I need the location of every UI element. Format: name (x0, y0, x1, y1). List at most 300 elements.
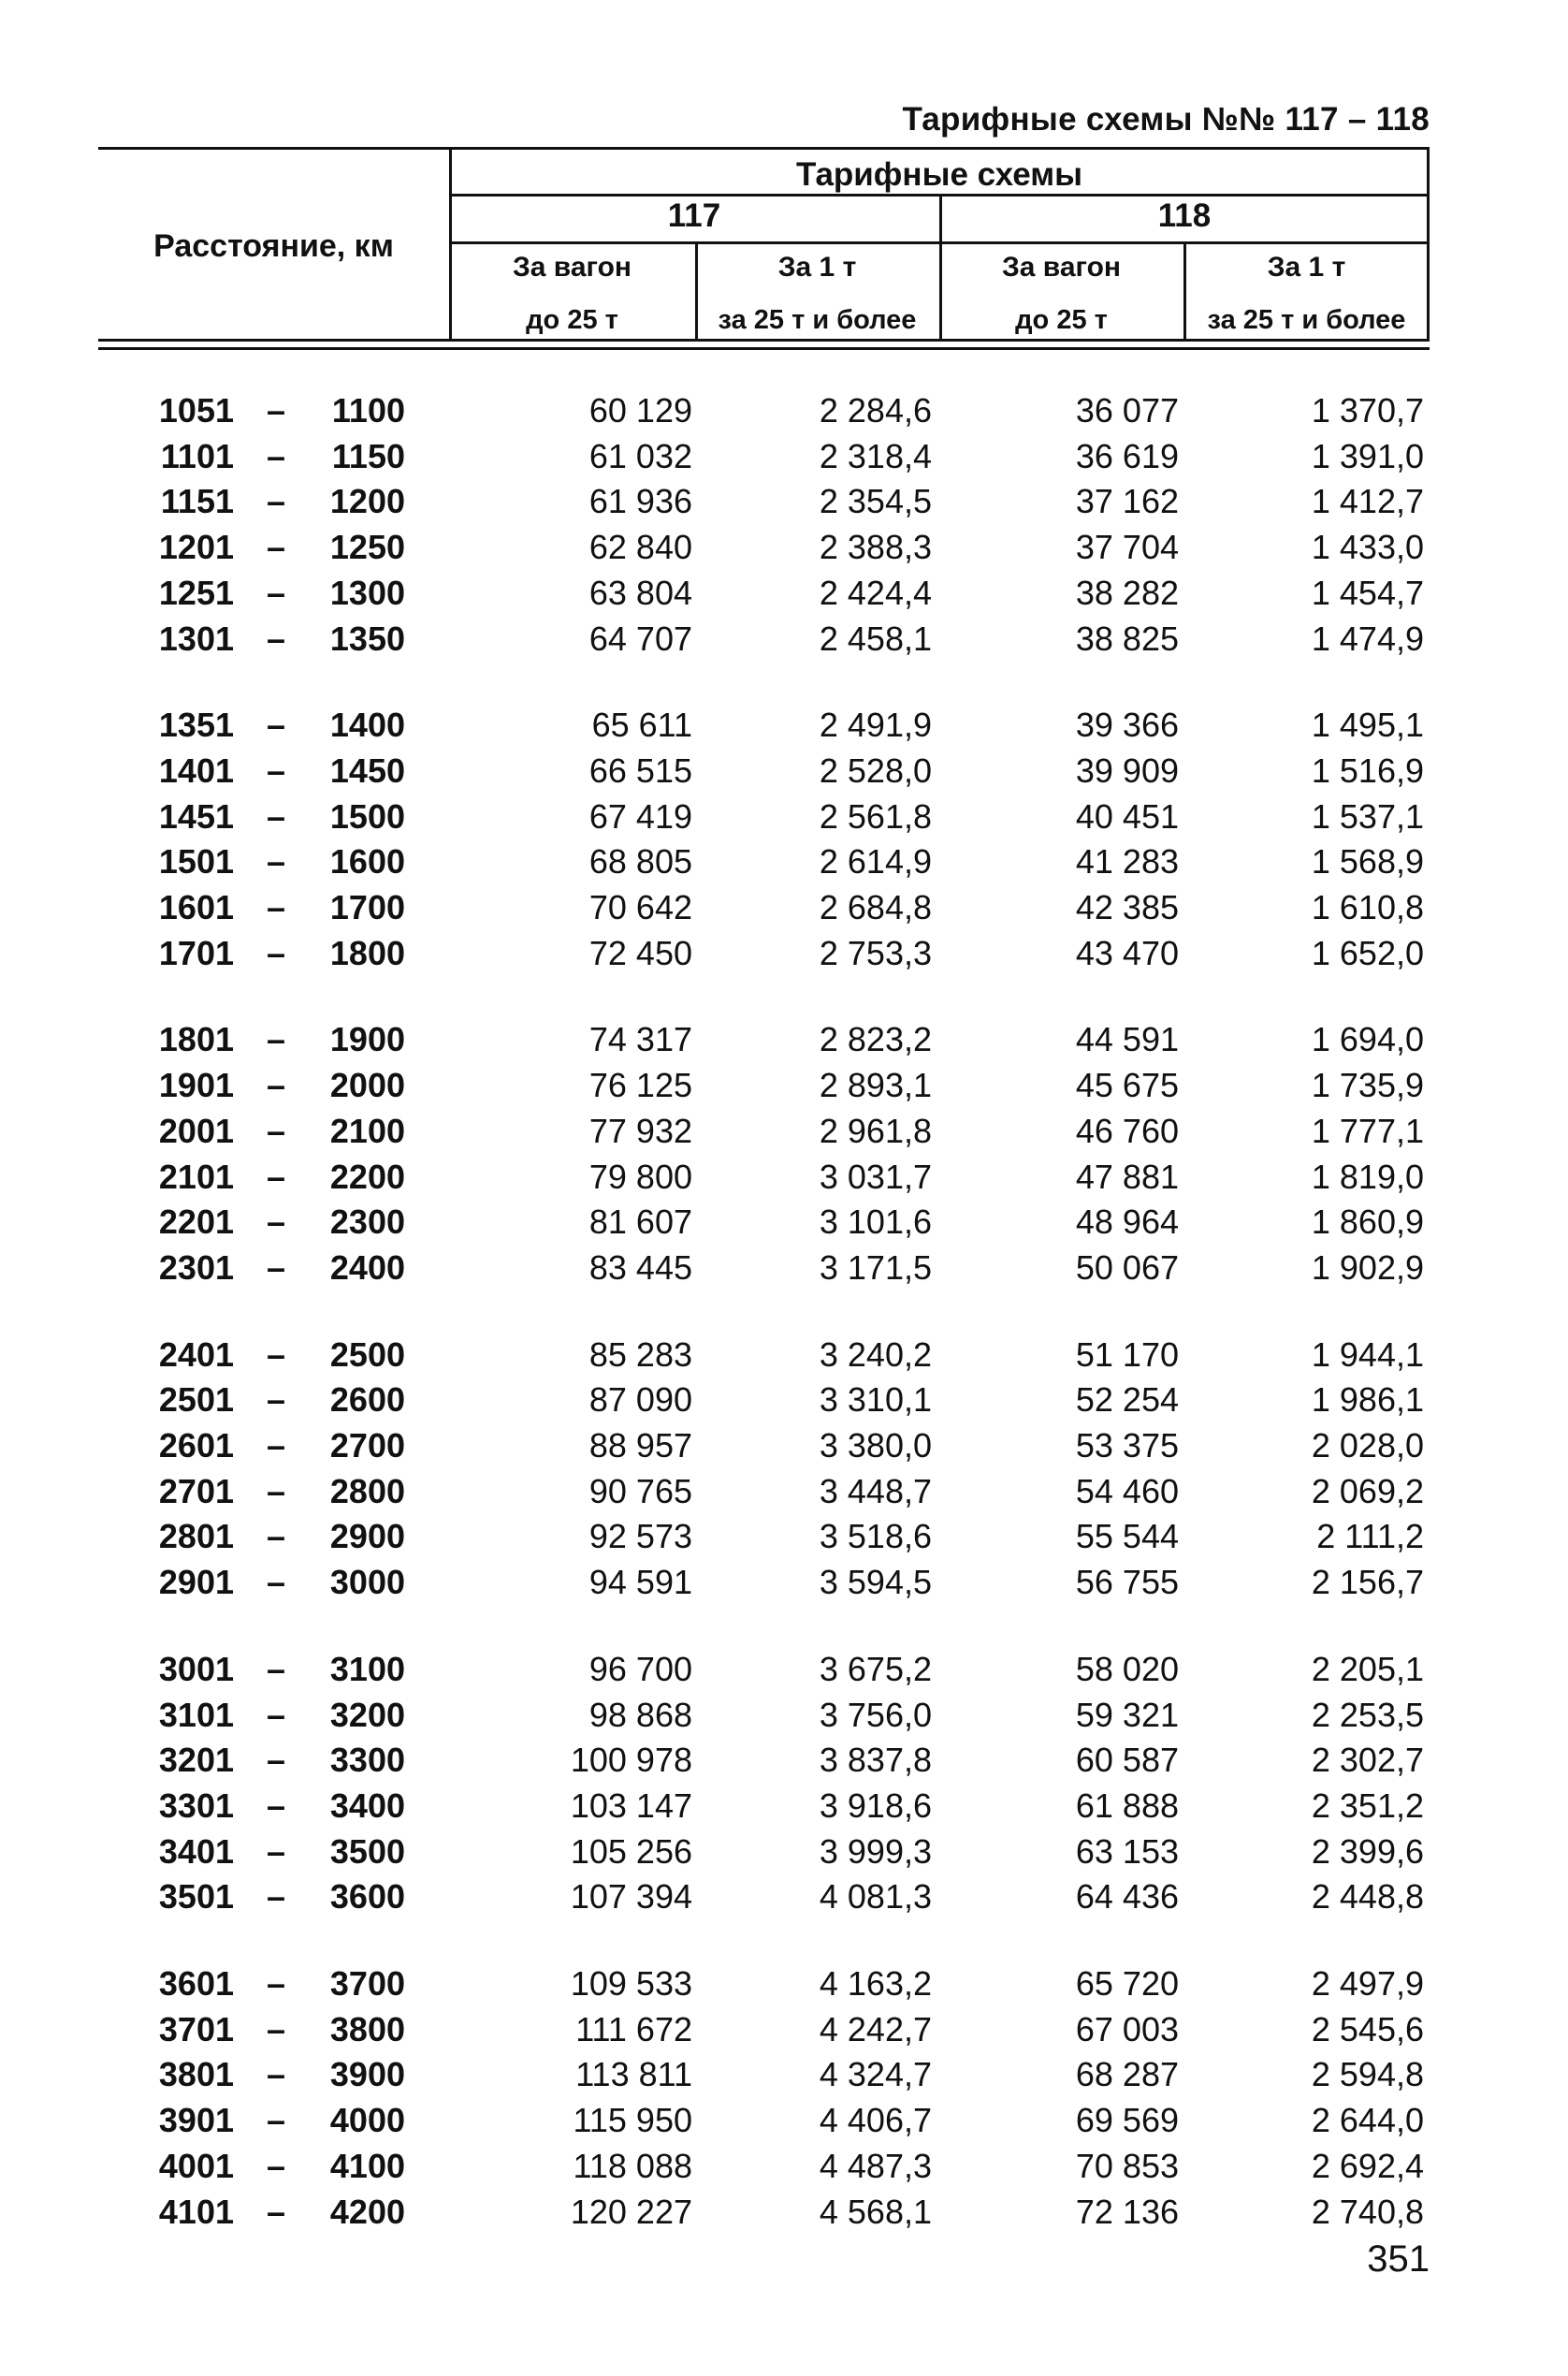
scheme-118-per-wagon: 36 619 (1075, 436, 1179, 475)
scheme-118-per-ton: 1 819,0 (1311, 1157, 1424, 1196)
scheme-117-per-wagon: 66 515 (588, 751, 692, 790)
scheme-117-per-ton: 4 487,3 (819, 2146, 932, 2185)
distance-from: 1501 (158, 842, 234, 882)
distance-to: 4100 (329, 2146, 405, 2185)
table-row (0, 2193, 1568, 2238)
distance-dash: – (266, 796, 286, 836)
table-row (0, 1380, 1568, 1425)
table-header (98, 147, 1430, 348)
table-row (0, 2147, 1568, 2192)
distance-from: 3701 (158, 2009, 234, 2048)
table-row (0, 1335, 1568, 1380)
scheme-118-per-ton: 2 740,8 (1311, 2192, 1424, 2231)
distance-from: 3801 (158, 2055, 234, 2094)
scheme-118-per-ton: 1 735,9 (1311, 1066, 1424, 1105)
table-row (0, 620, 1568, 664)
scheme-117-per-ton: 2 458,1 (819, 619, 932, 658)
scheme-118-per-ton: 2 594,8 (1311, 2055, 1424, 2094)
scheme-117-per-ton: 2 753,3 (819, 933, 932, 972)
scheme-117-per-wagon: 81 607 (588, 1203, 692, 1242)
scheme-117-per-wagon: 74 317 (588, 1020, 692, 1059)
distance-to: 1400 (329, 706, 405, 745)
distance-dash: – (266, 1695, 286, 1734)
scheme-117-per-ton: 3 240,2 (819, 1334, 932, 1374)
scheme-117-per-ton: 3 837,8 (819, 1741, 932, 1780)
scheme-117-per-ton: 4 406,7 (819, 2101, 932, 2140)
col4-header-line2: за 25 т и более (1207, 305, 1406, 335)
scheme-118-per-ton: 2 028,0 (1311, 1426, 1424, 1465)
scheme-117-per-wagon: 92 573 (588, 1517, 692, 1556)
scheme-118-per-ton: 1 412,7 (1311, 482, 1424, 521)
scheme-118-per-wagon: 47 881 (1075, 1157, 1179, 1196)
scheme-118-per-wagon: 70 853 (1075, 2146, 1179, 2185)
scheme-118-per-wagon: 38 282 (1075, 573, 1179, 612)
scheme-117-per-wagon: 61 936 (588, 482, 692, 521)
scheme-117-per-wagon: 68 805 (588, 842, 692, 882)
scheme-118-per-ton: 2 497,9 (1311, 1964, 1424, 2003)
distance-to: 4000 (329, 2101, 405, 2140)
table-row (0, 888, 1568, 933)
scheme-117-per-wagon: 63 804 (588, 573, 692, 612)
table-row (0, 1786, 1568, 1831)
scheme-117-per-wagon: 64 707 (588, 619, 692, 658)
distance-dash: – (266, 1157, 286, 1196)
scheme-118-per-wagon: 72 136 (1075, 2192, 1179, 2231)
distance-to: 3200 (329, 1695, 405, 1734)
scheme-118-per-ton: 1 694,0 (1311, 1020, 1424, 1059)
distance-to: 1150 (331, 436, 405, 475)
scheme-117-per-ton: 2 318,4 (819, 436, 932, 475)
scheme-117-per-wagon: 60 129 (588, 391, 692, 430)
distance-to: 3700 (329, 1964, 405, 2003)
scheme-118-per-ton: 2 302,7 (1311, 1741, 1424, 1780)
table-row (0, 706, 1568, 751)
distance-dash: – (266, 1786, 286, 1825)
col3-header-line1: За вагон (1001, 252, 1122, 283)
scheme-117-per-wagon: 79 800 (588, 1157, 692, 1196)
distance-from: 1451 (158, 796, 234, 836)
distance-to: 3000 (329, 1563, 405, 1602)
scheme-117-per-ton: 2 388,3 (819, 528, 932, 567)
distance-from: 3401 (158, 1831, 234, 1871)
scheme-117-per-wagon: 115 950 (573, 2101, 692, 2140)
scheme-117-per-ton: 3 756,0 (819, 1695, 932, 1734)
table-row (0, 797, 1568, 842)
distance-dash: – (266, 1111, 286, 1150)
scheme-117-per-wagon: 85 283 (588, 1334, 692, 1374)
scheme-118-per-wagon: 53 375 (1075, 1426, 1179, 1465)
scheme-117-per-ton: 4 324,7 (819, 2055, 932, 2094)
table-row (0, 1248, 1568, 1293)
scheme-117-per-ton: 4 081,3 (819, 1877, 932, 1917)
scheme-118-per-wagon: 64 436 (1075, 1877, 1179, 1917)
scheme-117-per-wagon: 111 672 (575, 2009, 692, 2048)
scheme-118-per-wagon: 42 385 (1075, 888, 1179, 926)
scheme-118-per-ton: 1 454,7 (1311, 573, 1424, 612)
scheme-117-per-ton: 2 961,8 (819, 1111, 932, 1150)
distance-to: 1700 (329, 888, 405, 926)
scheme-118-per-wagon: 39 909 (1075, 751, 1179, 790)
distance-to: 3500 (329, 1831, 405, 1871)
distance-from: 2701 (158, 1471, 234, 1510)
scheme-117-header: 117 (667, 197, 721, 234)
scheme-118-per-wagon: 38 825 (1075, 619, 1179, 658)
table-row (0, 391, 1568, 436)
scheme-117-per-ton: 4 568,1 (819, 2192, 932, 2231)
header-bottom-rule-double (98, 347, 1430, 350)
scheme-117-per-wagon: 67 419 (588, 796, 692, 836)
scheme-117-per-ton: 2 684,8 (819, 888, 932, 926)
distance-from: 1401 (158, 751, 234, 790)
scheme-118-per-ton: 2 069,2 (1311, 1471, 1424, 1510)
scheme-117-per-ton: 2 561,8 (819, 796, 932, 836)
scheme-118-per-wagon: 68 287 (1075, 2055, 1179, 2094)
scheme-118-per-wagon: 37 704 (1075, 528, 1179, 567)
scheme-118-per-ton: 1 568,9 (1311, 842, 1424, 882)
scheme-118-per-ton: 1 944,1 (1311, 1334, 1424, 1374)
distance-from: 1301 (158, 619, 234, 658)
scheme-117-per-wagon: 90 765 (588, 1471, 692, 1510)
distance-dash: – (266, 933, 286, 972)
distance-dash: – (266, 2192, 286, 2231)
distance-dash: – (266, 2055, 286, 2094)
distance-to: 3400 (329, 1786, 405, 1825)
scheme-117-per-ton: 4 242,7 (819, 2009, 932, 2048)
scheme-118-per-wagon: 48 964 (1075, 1203, 1179, 1242)
distance-to: 2600 (329, 1380, 405, 1420)
scheme-117-per-wagon: 107 394 (570, 1877, 692, 1917)
scheme-118-per-ton: 1 777,1 (1311, 1111, 1424, 1150)
scheme-118-per-ton: 1 474,9 (1311, 619, 1424, 658)
scheme-117-per-wagon: 96 700 (588, 1649, 692, 1688)
distance-to: 1200 (329, 482, 405, 521)
distance-dash: – (266, 1203, 286, 1242)
distance-dash: – (266, 1563, 286, 1602)
distance-to: 2400 (329, 1247, 405, 1287)
distance-from: 1101 (160, 436, 234, 475)
scheme-117-per-wagon: 61 032 (588, 436, 692, 475)
distance-dash: – (266, 482, 286, 521)
table-row (0, 2101, 1568, 2146)
distance-dash: – (266, 1426, 286, 1465)
scheme-117-per-wagon: 87 090 (588, 1380, 692, 1420)
distance-from: 2901 (158, 1563, 234, 1602)
table-row (0, 2010, 1568, 2055)
distance-dash: – (266, 391, 286, 430)
col2-header-line2: за 25 т и более (718, 305, 917, 335)
distance-dash: – (266, 619, 286, 658)
scheme-117-per-ton: 3 594,5 (819, 1563, 932, 1602)
scheme-118-per-wagon: 63 153 (1075, 1831, 1179, 1871)
distance-from: 1801 (158, 1020, 234, 1059)
scheme-117-per-wagon: 98 868 (588, 1695, 692, 1734)
distance-dash: – (266, 1741, 286, 1780)
table-row (0, 574, 1568, 619)
scheme-118-per-ton: 1 610,8 (1311, 888, 1424, 926)
distance-to: 1300 (329, 573, 405, 612)
distance-from: 2601 (158, 1426, 234, 1465)
scheme-117-per-wagon: 77 932 (588, 1111, 692, 1150)
table-row (0, 1696, 1568, 1741)
distance-dash: – (266, 528, 286, 567)
scheme-117-per-wagon: 94 591 (588, 1563, 692, 1602)
table-row (0, 528, 1568, 573)
scheme-118-per-wagon: 61 888 (1075, 1786, 1179, 1825)
scheme-118-per-wagon: 36 077 (1075, 391, 1179, 430)
distance-from: 2401 (158, 1334, 234, 1374)
scheme-117-per-wagon: 113 811 (575, 2055, 692, 2094)
table-row (0, 934, 1568, 979)
scheme-118-per-wagon: 43 470 (1075, 933, 1179, 972)
scheme-118-per-wagon: 60 587 (1075, 1741, 1179, 1780)
scheme-117-per-ton: 2 354,5 (819, 482, 932, 521)
distance-to: 4200 (329, 2192, 405, 2231)
distance-dash: – (266, 751, 286, 790)
distance-to: 1600 (329, 842, 405, 882)
table-row (0, 1832, 1568, 1877)
distance-to: 2300 (329, 1203, 405, 1242)
scheme-117-per-ton: 2 893,1 (819, 1066, 932, 1105)
scheme-117-per-wagon: 103 147 (570, 1786, 692, 1825)
scheme-117-per-wagon: 120 227 (570, 2192, 692, 2231)
distance-to: 2900 (329, 1517, 405, 1556)
table-row (0, 1517, 1568, 1562)
scheme-118-per-ton: 1 537,1 (1311, 796, 1424, 836)
scheme-117-per-ton: 3 675,2 (819, 1649, 932, 1688)
scheme-117-per-ton: 2 614,9 (819, 842, 932, 882)
table-row (0, 437, 1568, 482)
scheme-118-per-ton: 2 545,6 (1311, 2009, 1424, 2048)
distance-to: 1250 (329, 528, 405, 567)
scheme-118-per-wagon: 52 254 (1075, 1380, 1179, 1420)
distance-to: 1800 (329, 933, 405, 972)
distance-to: 1100 (331, 391, 405, 430)
distance-from: 2301 (158, 1247, 234, 1287)
scheme-117-per-ton: 3 448,7 (819, 1471, 932, 1510)
scheme-118-per-ton: 1 860,9 (1311, 1203, 1424, 1242)
page-title: Тарифные схемы №№ 117 – 118 (902, 101, 1430, 138)
scheme-118-per-wagon: 56 755 (1075, 1563, 1179, 1602)
scheme-117-per-ton: 2 823,2 (819, 1020, 932, 1059)
distance-from: 3901 (158, 2101, 234, 2140)
scheme-118-per-ton: 2 253,5 (1311, 1695, 1424, 1734)
scheme-118-per-ton: 2 448,8 (1311, 1877, 1424, 1917)
scheme-117-per-ton: 3 918,6 (819, 1786, 932, 1825)
distance-dash: – (266, 1471, 286, 1510)
scheme-118-per-wagon: 41 283 (1075, 842, 1179, 882)
table-row (0, 1877, 1568, 1922)
table-row (0, 2055, 1568, 2100)
distance-from: 4101 (158, 2192, 234, 2231)
table-row (0, 751, 1568, 796)
distance-to: 3300 (329, 1741, 405, 1780)
scheme-118-per-ton: 1 433,0 (1311, 528, 1424, 567)
distance-dash: – (266, 1649, 286, 1688)
distance-from: 2201 (158, 1203, 234, 1242)
scheme-118-per-wagon: 69 569 (1075, 2101, 1179, 2140)
scheme-117-per-ton: 2 424,4 (819, 573, 932, 612)
scheme-118-per-ton: 1 902,9 (1311, 1247, 1424, 1287)
distance-dash: – (266, 436, 286, 475)
scheme-118-header: 118 (1157, 197, 1212, 234)
distance-from: 1901 (158, 1066, 234, 1105)
tariff-schemes-header: Тарифные схемы (795, 156, 1083, 193)
page-number: 351 (1367, 2238, 1430, 2280)
distance-dash: – (266, 1066, 286, 1105)
distance-dash: – (266, 1964, 286, 2003)
scheme-117-per-wagon: 72 450 (588, 933, 692, 972)
scheme-118-per-ton: 1 370,7 (1311, 391, 1424, 430)
table-row (0, 1020, 1568, 1065)
distance-to: 2200 (329, 1157, 405, 1196)
table-row (0, 1203, 1568, 1247)
distance-dash: – (266, 888, 286, 926)
scheme-118-per-wagon: 46 760 (1075, 1111, 1179, 1150)
scheme-118-per-wagon: 67 003 (1075, 2009, 1179, 2048)
scheme-118-per-ton: 2 205,1 (1311, 1649, 1424, 1688)
scheme-118-per-wagon: 39 366 (1075, 706, 1179, 745)
scheme-118-per-ton: 1 495,1 (1311, 706, 1424, 745)
scheme-117-per-wagon: 62 840 (588, 528, 692, 567)
distance-dash: – (266, 573, 286, 612)
scheme-117-per-wagon: 105 256 (570, 1831, 692, 1871)
distance-from: 1251 (158, 573, 234, 612)
scheme-118-per-ton: 1 986,1 (1311, 1380, 1424, 1420)
table-row (0, 1426, 1568, 1471)
scheme-117-per-wagon: 76 125 (588, 1066, 692, 1105)
distance-dash: – (266, 1517, 286, 1556)
distance-to: 1350 (329, 619, 405, 658)
scheme-118-per-ton: 2 111,2 (1316, 1517, 1424, 1556)
distance-from: 1601 (158, 888, 234, 926)
scheme-117-per-wagon: 109 533 (570, 1964, 692, 2003)
scheme-117-per-wagon: 118 088 (573, 2146, 692, 2185)
table-row (0, 1650, 1568, 1695)
table-row (0, 1741, 1568, 1786)
scheme-117-per-ton: 3 999,3 (819, 1831, 932, 1871)
scheme-117-per-wagon: 65 611 (591, 706, 692, 745)
scheme-118-per-ton: 2 156,7 (1311, 1563, 1424, 1602)
scheme-118-per-ton: 1 516,9 (1311, 751, 1424, 790)
scheme-118-per-wagon: 45 675 (1075, 1066, 1179, 1105)
scheme-118-per-ton: 2 351,2 (1311, 1786, 1424, 1825)
distance-from: 1201 (158, 528, 234, 567)
distance-from: 2001 (158, 1111, 234, 1150)
distance-to: 3900 (329, 2055, 405, 2094)
scheme-118-per-wagon: 59 321 (1075, 1695, 1179, 1734)
distance-to: 2800 (329, 1471, 405, 1510)
table-row (0, 1964, 1568, 2009)
scheme-117-per-ton: 2 284,6 (819, 391, 932, 430)
scheme-118-per-wagon: 37 162 (1075, 482, 1179, 521)
distance-dash: – (266, 1380, 286, 1420)
scheme-117-per-wagon: 83 445 (588, 1247, 692, 1287)
col3-header-line2: до 25 т (1015, 305, 1108, 335)
table-row (0, 1472, 1568, 1517)
scheme-118-per-ton: 2 692,4 (1311, 2146, 1424, 2185)
distance-from: 1151 (160, 482, 234, 521)
distance-from: 1051 (158, 391, 234, 430)
table-row (0, 1563, 1568, 1608)
distance-from: 2801 (158, 1517, 234, 1556)
distance-from: 1701 (158, 933, 234, 972)
distance-to: 3600 (329, 1877, 405, 1917)
scheme-117-per-ton: 3 310,1 (819, 1380, 932, 1420)
distance-from: 1351 (158, 706, 234, 745)
distance-dash: – (266, 2146, 286, 2185)
distance-dash: – (266, 2101, 286, 2140)
distance-to: 3800 (329, 2009, 405, 2048)
col1-header-line2: до 25 т (526, 305, 618, 335)
distance-dash: – (266, 842, 286, 882)
col4-header-line1: За 1 т (1267, 252, 1346, 283)
distance-to: 1500 (329, 796, 405, 836)
distance-from: 3501 (158, 1877, 234, 1917)
table-row (0, 1158, 1568, 1203)
scheme-118-per-wagon: 50 067 (1075, 1247, 1179, 1287)
col1-header-line1: За вагон (512, 252, 632, 283)
distance-from: 3101 (158, 1695, 234, 1734)
header-bottom-rule (98, 339, 1430, 342)
scheme-118-per-wagon: 55 544 (1075, 1517, 1179, 1556)
distance-column-header: Расстояние, км (153, 228, 394, 264)
scheme-117-per-ton: 3 171,5 (819, 1247, 932, 1287)
scheme-118-per-ton: 1 652,0 (1311, 933, 1424, 972)
distance-dash: – (266, 1831, 286, 1871)
scheme-117-per-ton: 3 518,6 (819, 1517, 932, 1556)
distance-dash: – (266, 1877, 286, 1917)
distance-to: 1900 (329, 1020, 405, 1059)
distance-to: 2100 (329, 1111, 405, 1150)
scheme-118-per-wagon: 58 020 (1075, 1649, 1179, 1688)
distance-dash: – (266, 1334, 286, 1374)
scheme-118-per-wagon: 51 170 (1075, 1334, 1179, 1374)
distance-from: 2101 (158, 1157, 234, 1196)
distance-dash: – (266, 706, 286, 745)
distance-from: 3001 (158, 1649, 234, 1688)
table-row (0, 1112, 1568, 1157)
table-row (0, 842, 1568, 887)
distance-from: 3301 (158, 1786, 234, 1825)
scheme-118-per-wagon: 54 460 (1075, 1471, 1179, 1510)
scheme-117-per-ton: 2 491,9 (819, 706, 932, 745)
distance-dash: – (266, 2009, 286, 2048)
scheme-117-per-wagon: 100 978 (570, 1741, 692, 1780)
scheme-117-per-ton: 3 380,0 (819, 1426, 932, 1465)
distance-to: 2700 (329, 1426, 405, 1465)
scheme-117-per-ton: 4 163,2 (819, 1964, 932, 2003)
table-row (0, 1066, 1568, 1111)
distance-to: 2000 (329, 1066, 405, 1105)
distance-to: 1450 (329, 751, 405, 790)
distance-dash: – (266, 1247, 286, 1287)
distance-to: 2500 (329, 1334, 405, 1374)
scheme-117-per-ton: 3 101,6 (819, 1203, 932, 1242)
scheme-117-per-wagon: 70 642 (588, 888, 692, 926)
distance-dash: – (266, 1020, 286, 1059)
scheme-118-per-wagon: 40 451 (1075, 796, 1179, 836)
scheme-118-per-wagon: 65 720 (1075, 1964, 1179, 2003)
table-row (0, 482, 1568, 527)
scheme-118-per-ton: 1 391,0 (1311, 436, 1424, 475)
distance-to: 3100 (329, 1649, 405, 1688)
distance-from: 2501 (158, 1380, 234, 1420)
distance-from: 3601 (158, 1964, 234, 2003)
scheme-118-per-wagon: 44 591 (1075, 1020, 1179, 1059)
distance-from: 4001 (158, 2146, 234, 2185)
scheme-118-per-ton: 2 399,6 (1311, 1831, 1424, 1871)
scheme-117-per-ton: 3 031,7 (819, 1157, 932, 1196)
